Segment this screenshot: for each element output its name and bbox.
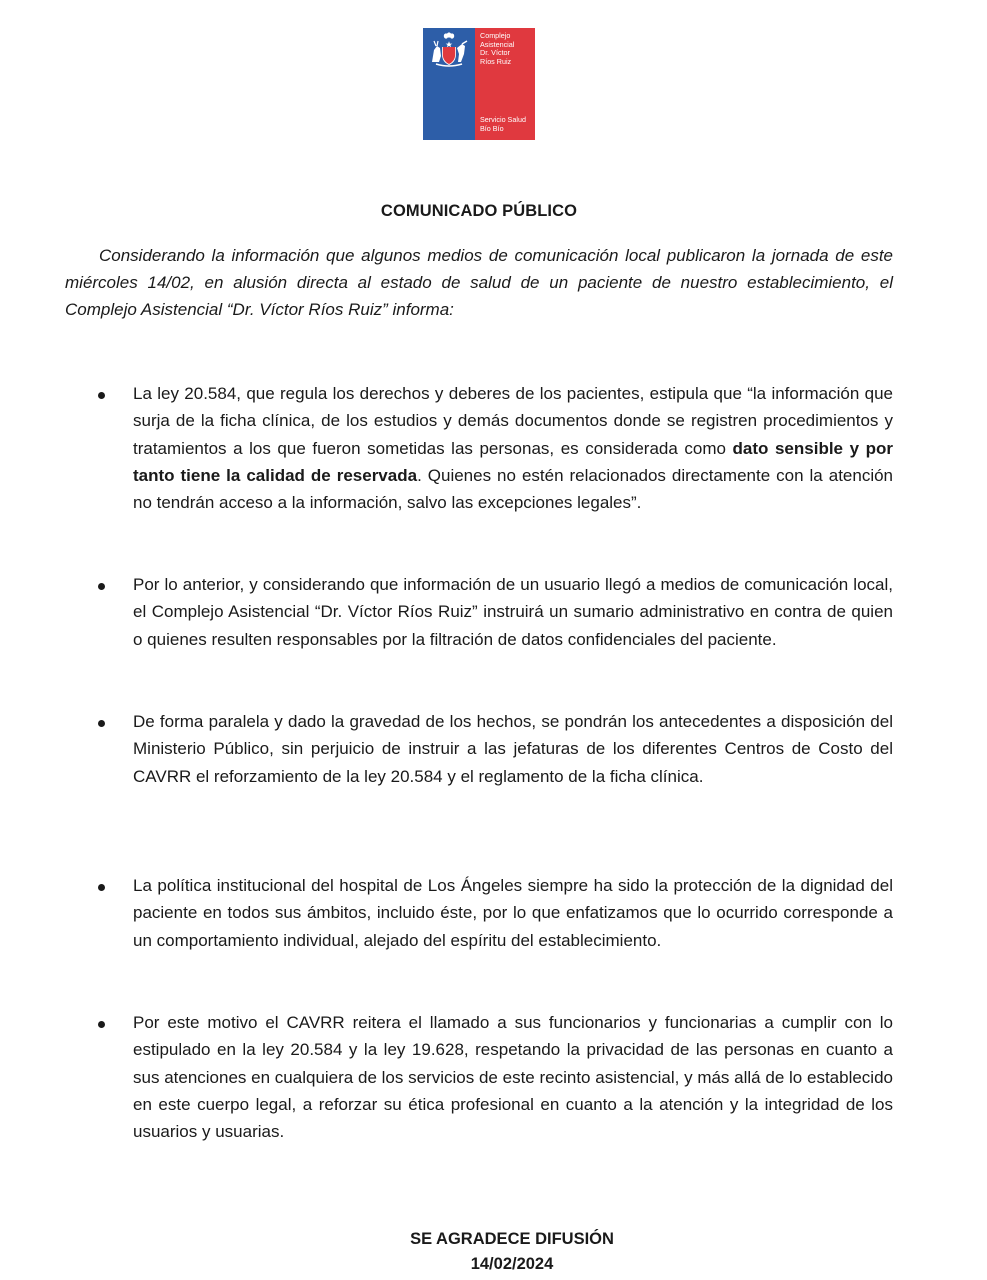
bullet-text: La política institucional del hospital de Los Ángeles siempre ha sido la protección de la dignidad del paciente en todos sus ámbitos, incluido éste, por lo que enfatizamos que lo ocurrido corresponde a un comportamiento individual, alejado del espíritu del establecimiento. <box>133 876 893 950</box>
logo-institution-name <box>480 32 534 66</box>
list-item <box>98 708 893 790</box>
logo-service-line: Bío Bío <box>480 123 504 133</box>
bullet-text-part: . Quienes no estén relacionados directamente con la atención no tendrán acceso a la información, salvo las excepciones legales”. <box>133 465 894 513</box>
logo-name-line: Complejo <box>480 31 511 40</box>
logo-service-name <box>480 116 534 133</box>
bullet-text: Por lo anterior, y considerando que información de un usuario llegó a medios de comunicación local, el Complejo Asistencial “Dr. Víctor Ríos Ruiz” instruirá un sumario administrativo en contra de quien o quienes resulten responsables por la filtración de datos confidenciales del paciente. <box>133 575 893 649</box>
logo-red-panel <box>475 28 535 140</box>
footer-note: SE AGRADECE DIFUSIÓN <box>410 1230 614 1248</box>
bullet-icon <box>98 872 133 954</box>
logo-name-line: Ríos Ruiz <box>480 56 512 66</box>
bullet-text: Por este motivo el CAVRR reitera el llamado a sus funcionarios y funcionarias a cumplir con lo estipulado en la ley 20.584 y la ley 19.628, respetando la privacidad de las personas en cuanto a sus atenciones en cualquiera de los servicios de este recinto asistencial, y más allá de lo establecido en este cuerpo legal, a reforzar su ética profesional en cuanto a la atención y la integridad de los usuarios y usuarias. <box>133 1013 893 1142</box>
document-title: COMUNICADO PÚBLICO <box>380 202 578 220</box>
bullet-text <box>133 380 893 516</box>
list-item <box>98 872 893 954</box>
list-item <box>98 571 893 653</box>
footer-date: 14/02/2024 <box>470 1255 554 1273</box>
bullet-icon <box>98 708 133 790</box>
institution-logo <box>423 28 535 140</box>
logo-blue-panel <box>423 28 475 140</box>
bullet-icon <box>98 571 133 653</box>
bullet-icon <box>98 380 133 516</box>
list-item <box>98 380 893 516</box>
chile-coat-of-arms-icon <box>427 32 471 68</box>
document-footer <box>0 1227 987 1277</box>
intro-paragraph: Considerando la información que algunos medios de comunicación local publicaron la jornada de este miércoles 14/02, en alusión directa al estado de salud de un paciente de nuestro establecimiento, el Complejo Asistencial “Dr. Víctor Ríos Ruiz” informa: <box>65 246 893 319</box>
bullet-text: De forma paralela y dado la gravedad de los hechos, se pondrán los antecedentes a disposición del Ministerio Público, sin perjuicio de instruir a las jefaturas de los diferentes Centros de Costo del CAVRR el reforzamiento de la ley 20.584 y el reglamento de la ficha clínica. <box>133 712 893 786</box>
bullet-text-part: La ley 20.584, que regula los derechos y deberes de los pacientes, estipula que “la información que surja de la ficha clínica, de los estudios y demás documentos donde se registren procedimientos y tratamientos a los que fueron sometidas las personas, es considerada como <box>133 384 893 458</box>
bold-emphasis: dato sensible y por tanto tiene la calidad de reservada <box>133 438 893 485</box>
bullet-icon <box>98 1009 133 1145</box>
logo-name-line: Asistencial <box>480 39 515 49</box>
logo-name-line: Dr. Víctor <box>480 48 510 58</box>
list-item <box>98 1009 893 1145</box>
logo-service-line: Servicio Salud <box>480 115 526 124</box>
